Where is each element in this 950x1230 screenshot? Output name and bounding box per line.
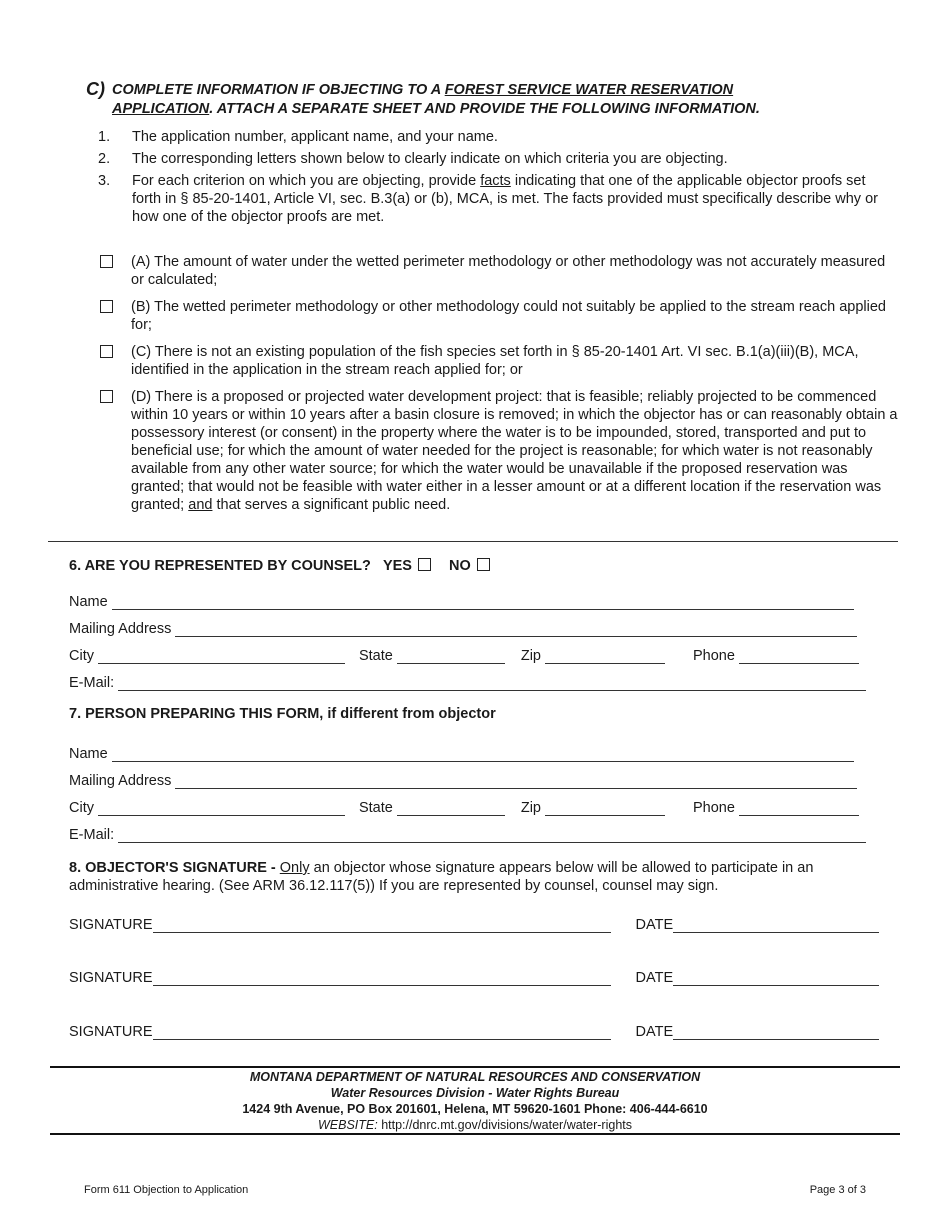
section-c-heading (112, 81, 832, 119)
q7-name-input[interactable] (112, 747, 854, 762)
criterion-d-text-pre: (D) There is a proposed or projected water development project: that is feasible; reliably projected to be commenced within 10 years or within 10 years after a basin closure is removed; in which the objector has or can reasonably obtain a possessory interest (or consent) in the property where the water is to be impounded, stored, transported and put to beneficial use; for which the amount of water needed for the project is reasonable; for which water is not reasonably available from any other water source; for which the water would be unavailable if the proposed reservation was granted; that would not be feasible with water either in a lesser amount or at a different location if the reservation was granted; (131, 389, 898, 513)
criterion-c-text: (C) There is not an existing population of the fish species set forth in § 85-20-1401 Art. VI sec. B.1(a)(iii)(B), MCA, identified in the application in the stream reach applied for; or (131, 344, 859, 378)
date-input-2[interactable] (673, 971, 879, 986)
criterion-a (100, 253, 900, 289)
footer-agency: MONTANA DEPARTMENT OF NATURAL RESOURCES AND CONSERVATION (249, 1070, 701, 1084)
q6-zip-input[interactable] (545, 649, 665, 664)
q7-state-input[interactable] (397, 801, 505, 816)
signature-row-1 (69, 913, 892, 933)
q7-name-field (69, 742, 879, 762)
criterion-d-text (131, 388, 900, 514)
date-label: DATE (635, 970, 674, 986)
date-input-1[interactable] (673, 918, 879, 933)
footer-top-rule (50, 1066, 900, 1068)
q6-no-checkbox[interactable] (477, 558, 490, 571)
criterion-d-checkbox[interactable] (100, 390, 113, 403)
q6-name-field (69, 590, 879, 610)
q7-zip-input[interactable] (545, 801, 665, 816)
signature-input-1[interactable] (153, 918, 611, 933)
q7-name-label: Name (69, 746, 108, 762)
q6-phone-input[interactable] (739, 649, 859, 664)
footer-agency-block (50, 1069, 900, 1133)
date-label: DATE (635, 917, 674, 933)
q7-mailing-input[interactable] (175, 774, 857, 789)
instruction-number: 1. (98, 129, 111, 145)
q6-mailing-field (69, 617, 879, 637)
q6-heading-text: 6. ARE YOU REPRESENTED BY COUNSEL? (69, 558, 371, 574)
criterion-d (100, 388, 900, 514)
page-number: Page 3 of 3 (809, 1184, 866, 1196)
criterion-b-text: (B) The wetted perimeter methodology or other methodology could not suitably be applied to the stream reach applied for; (131, 299, 886, 333)
signature-label: SIGNATURE (69, 917, 153, 933)
q7-city-input[interactable] (98, 801, 345, 816)
instruction-item (98, 150, 888, 168)
q7-phone-input[interactable] (739, 801, 859, 816)
footer-address: 1424 9th Avenue, PO Box 201601, Helena, MT 59620-1601 Phone: 406-444-6610 (242, 1102, 708, 1116)
q7-phone-label: Phone (693, 800, 735, 816)
criterion-a-checkbox[interactable] (100, 255, 113, 268)
section-c-heading-pre: COMPLETE INFORMATION IF OBJECTING TO A (112, 82, 445, 98)
q6-phone-label: Phone (693, 648, 735, 664)
q7-state-label: State (358, 800, 393, 816)
instruction-number: 3. (98, 173, 111, 189)
q7-email-field (69, 823, 879, 843)
criterion-d-text-post: that serves a significant public need. (212, 497, 451, 513)
q8-paragraph (69, 859, 879, 895)
q8-heading: 8. OBJECTOR'S SIGNATURE - (69, 860, 280, 876)
q6-email-input[interactable] (118, 676, 866, 691)
date-input-3[interactable] (673, 1025, 879, 1040)
instruction-text-underlined: facts (480, 173, 511, 189)
q6-address-row (69, 644, 879, 664)
q7-heading: 7. PERSON PREPARING THIS FORM, if different from objector (69, 706, 496, 722)
q6-no-label: NO (449, 558, 471, 574)
signature-row-2 (69, 966, 892, 986)
q6-mailing-label: Mailing Address (69, 621, 172, 637)
q8-only: Only (279, 860, 310, 876)
criterion-b-checkbox[interactable] (100, 300, 113, 313)
section-divider (48, 541, 898, 542)
signature-label: SIGNATURE (69, 970, 153, 986)
date-label: DATE (635, 1024, 674, 1040)
signature-row-3 (69, 1020, 892, 1040)
q6-email-label: E-Mail: (69, 675, 115, 691)
q6-yes-label: YES (382, 558, 412, 574)
q7-email-input[interactable] (118, 828, 866, 843)
footer-website-line (50, 1117, 900, 1133)
q6-name-input[interactable] (112, 595, 854, 610)
signature-input-3[interactable] (153, 1025, 611, 1040)
q7-email-label: E-Mail: (69, 827, 115, 843)
criterion-d-text-underlined: and (188, 497, 213, 513)
q6-state-input[interactable] (397, 649, 505, 664)
criterion-c (100, 343, 900, 379)
instruction-text: The application number, applicant name, and your name. (132, 129, 498, 145)
footer-bottom-rule (50, 1133, 900, 1135)
q6-city-input[interactable] (98, 649, 345, 664)
footer-division: Water Resources Division - Water Rights Bureau (330, 1086, 620, 1100)
q6-mailing-input[interactable] (175, 622, 857, 637)
instruction-item (98, 128, 888, 146)
section-c-heading-underlined: FOREST SERVICE WATER RESERVATION APPLICATION (112, 82, 734, 117)
section-c-letter: C) (86, 79, 105, 99)
signature-input-2[interactable] (153, 971, 611, 986)
form-name: Form 611 Objection to Application (84, 1184, 249, 1196)
instruction-text-post: indicating that one of the applicable objector proofs set forth in § 85-20-1401, Article VI, sec. B.3(a) or (b), MCA, is met. The facts provided must specifically describe why or how one of the objector proofs are met. (132, 173, 878, 225)
q6-yes-checkbox[interactable] (418, 558, 431, 571)
q7-address-row (69, 796, 879, 816)
q6-zip-label: Zip (520, 648, 541, 664)
section-c-heading-post: . ATTACH A SEPARATE SHEET AND PROVIDE THE FOLLOWING INFORMATION. (209, 101, 760, 117)
q6-state-label: State (358, 648, 393, 664)
q6-city-label: City (69, 648, 94, 664)
q8-text: an objector whose signature appears below will be allowed to participate in an administrative hearing. (See ARM 36.12.117(5)) If you are represented by counsel, counsel may sign. (69, 860, 814, 894)
instruction-number: 2. (98, 151, 111, 167)
instruction-text: The corresponding letters shown below to clearly indicate on which criteria you are objecting. (132, 151, 728, 167)
q7-mailing-label: Mailing Address (69, 773, 172, 789)
q6-email-field (69, 671, 879, 691)
criterion-b (100, 298, 900, 334)
footer-website-label: WEBSITE: (317, 1118, 378, 1132)
criterion-c-checkbox[interactable] (100, 345, 113, 358)
q7-city-label: City (69, 800, 94, 816)
q6-name-label: Name (69, 594, 108, 610)
q6-heading (69, 558, 500, 574)
instruction-text (132, 172, 888, 226)
instruction-item (98, 172, 888, 226)
q7-zip-label: Zip (520, 800, 541, 816)
q7-mailing-field (69, 769, 879, 789)
signature-label: SIGNATURE (69, 1024, 153, 1040)
footer-website-link[interactable]: http://dnrc.mt.gov/divisions/water/water-rights (381, 1118, 632, 1132)
instruction-list (98, 128, 888, 230)
criterion-a-text: (A) The amount of water under the wetted perimeter methodology or other methodology was not accurately measured or calculated; (131, 254, 886, 288)
instruction-text-pre: For each criterion on which you are objecting, provide (132, 173, 481, 189)
